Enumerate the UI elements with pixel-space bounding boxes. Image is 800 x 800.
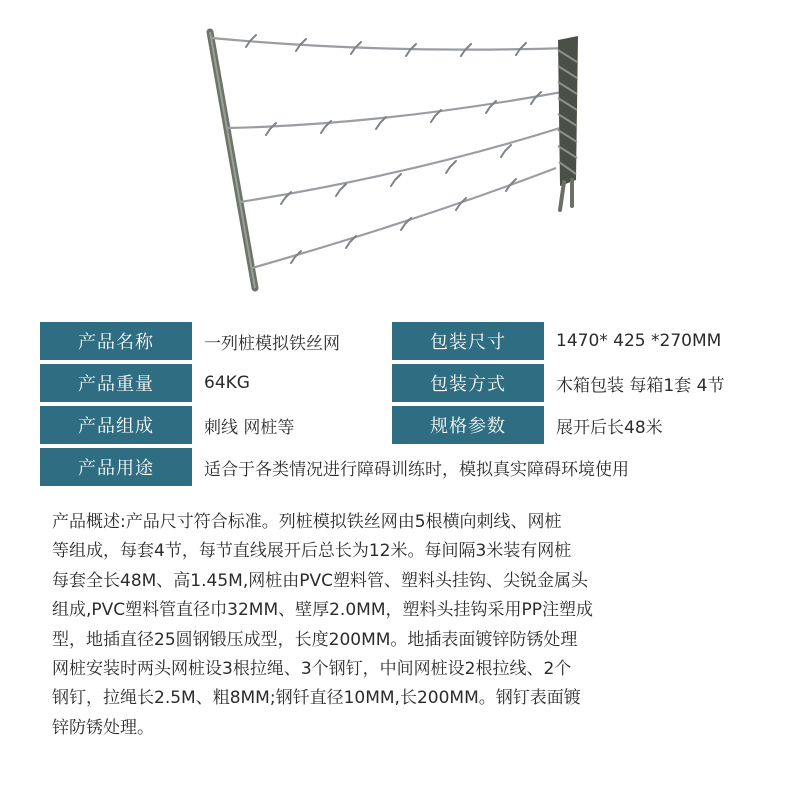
right-post [558,36,578,210]
spec-label: 规格参数 [392,406,544,444]
spec-row [40,448,764,486]
description-line: 钢钉，拉绳长2.5M、粗8MM;钢钎直径10MM,长200MM。钢钉表面镀 [52,688,581,709]
barbed-wire-fence-illustration [180,10,620,310]
description-line: 等组成，每套4节，每节直线展开后总长为12米。每间隔3米装有网桩 [52,541,572,562]
description-line: 产品概述:产品尺寸符合标准。列桩模拟铁丝网由5根横向刺线、网桩 [52,512,562,532]
product-description [52,508,752,743]
description-line: 每套全长48M、高1.45M,网桩由PVC塑料管、塑料头挂钩、尖锐金属头 [52,570,588,591]
description-line: 网桩安装时两头网桩设3根拉绳、3个钢钉，中间网桩设2根拉线、2个 [52,659,572,680]
spec-value: 一列桩模拟铁丝网 [192,322,384,360]
spec-label: 包装方式 [392,364,544,402]
spec-label: 产品组成 [40,406,192,444]
wire-1 [212,38,570,50]
spec-value: 适合于各类情况进行障碍训练时，模拟真实障碍环境使用 [192,448,764,486]
description-line: 组成,PVC塑料管直径巾32MM、壁厚2.0MM，塑料头挂钩采用PP注塑成 [52,600,593,621]
spec-label: 产品名称 [40,322,192,360]
spec-value: 64KG [192,364,384,402]
spec-label: 产品用途 [40,448,192,486]
spec-row [40,406,764,444]
wire-3 [240,128,560,202]
spec-value: 1470* 425 *270MM [544,322,764,360]
description-line: 型，地插直径25圆钢锻压成型，长度200MM。地插表面镀锌防锈处理 [52,629,578,650]
description-line: 锌防锈处理。 [52,717,154,738]
spec-row [40,322,764,360]
spec-value: 展开后长48米 [544,406,764,444]
spec-row [40,364,764,402]
spec-label: 产品重量 [40,364,192,402]
spec-value: 刺线 网桩等 [192,406,384,444]
spec-value: 木箱包装 每箱1套 4节 [544,364,764,402]
spec-table [40,318,764,490]
spec-label: 包装尺寸 [392,322,544,360]
